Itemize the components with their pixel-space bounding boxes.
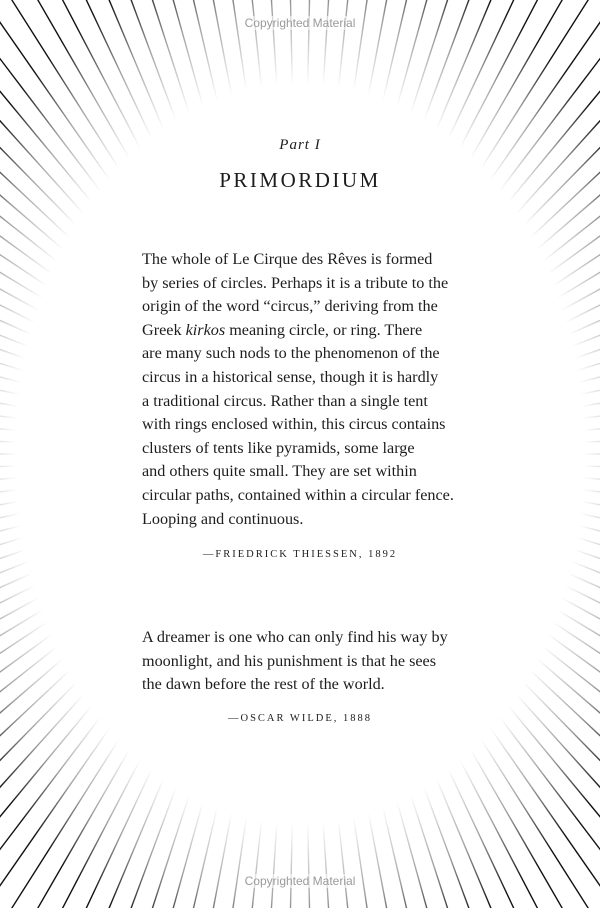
epigraph-1-line: with rings enclosed within, this circus contains [142, 415, 446, 434]
watermark-bottom-text: Copyrighted Material [244, 874, 356, 888]
epigraph-1-line: circular paths, contained within a circular fence. [142, 485, 454, 504]
epigraph-2 [142, 626, 482, 697]
epigraph-1-line: are many such nods to the phenomenon of the [142, 344, 440, 363]
italic-word-kirkos: kirkos [185, 320, 226, 339]
watermark-top-text: Copyrighted Material [244, 16, 356, 30]
epigraph-1-line: The whole of Le Cirque des Rêves is formed [142, 250, 433, 268]
part-title: PRIMORDIUM [219, 168, 381, 192]
epigraph-2-line: the dawn before the rest of the world. [142, 675, 385, 694]
epigraph-1-line: circus in a historical sense, though it is hardly [142, 367, 439, 386]
epigraph-2-line: moonlight, and his punishment is that he sees [142, 651, 437, 670]
epigraph-1-line: and others quite small. They are set within [142, 462, 417, 481]
epigraph-1-attribution: —FRIEDRICK THIESSEN, 1892 [202, 549, 398, 560]
epigraph-2-line: A dreamer is one who can only find his way by [142, 628, 448, 646]
part-label: Part I [279, 137, 321, 153]
epigraph-1-line: Looping and continuous. [142, 509, 304, 528]
epigraph-1-line-start: Greek [142, 320, 186, 339]
epigraph-1-line: by series of circles. Perhaps it is a tribute to the [142, 273, 449, 292]
epigraph-2-attribution: —OSCAR WILDE, 1888 [227, 713, 372, 724]
epigraph-1-line: origin of the word “circus,” deriving from the [142, 297, 438, 316]
epigraph-1 [142, 248, 482, 531]
epigraph-1-line: a traditional circus. Rather than a single tent [142, 391, 428, 410]
epigraph-1-line [142, 319, 482, 343]
epigraph-1-line-end: meaning circle, or ring. There [225, 320, 423, 339]
epigraph-1-line: clusters of tents like pyramids, some large [142, 438, 415, 457]
